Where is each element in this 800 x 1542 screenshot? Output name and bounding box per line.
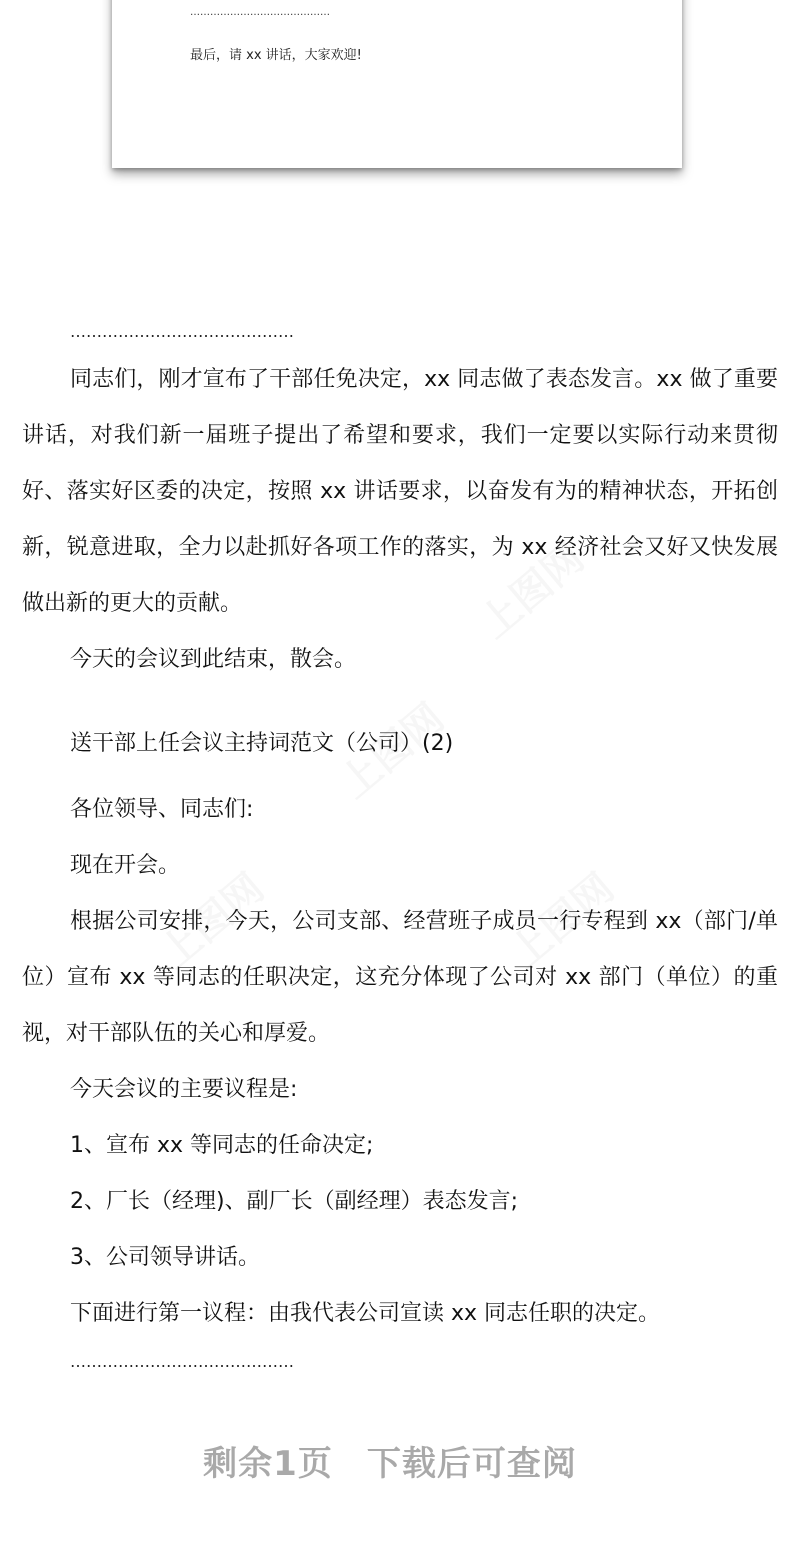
closing-line: 最后，请 xx 讲话，大家欢迎! xyxy=(190,48,362,63)
paragraph: 同志们，刚才宣布了干部任免决定，xx 同志做了表态发言。xx 做了重要讲话，对我们新一届班子提出了希望和要求，我们一定要以实际行动来贯彻好、落实好区委的决定，按照 xx 讲话要求，以奋发有为的精神状态，开拓创新，锐意进取，全力以赴抓好各项工作的落实，为 xx 经济社会又好又快发展做出新的更大的贡献。 xyxy=(22,367,778,616)
section-heading: 送干部上任会议主持词范文（公司）(2) xyxy=(70,731,454,756)
agenda-item: 1、宣布 xx 等同志的任命决定; xyxy=(70,1133,374,1158)
ellipsis-line: …………………………………… xyxy=(190,7,330,18)
paragraph: 现在开会。 xyxy=(70,853,181,878)
agenda-item: 2、厂长（经理)、副厂长（副经理）表态发言; xyxy=(70,1189,518,1214)
ellipsis-line: …………………………………… xyxy=(70,322,294,341)
remaining-pages-label: 剩余1页 xyxy=(203,1444,333,1484)
download-to-view-label: 下载后可查阅 xyxy=(366,1444,577,1484)
paragraph: 根据公司安排，今天，公司支部、经营班子成员一行专程到 xx（部门/单位）宣布 xx 等同志的任职决定，这充分体现了公司对 xx 部门（单位）的重视，对干部队伍的关心和厚爱。 xyxy=(22,909,778,1046)
greeting: 各位领导、同志们: xyxy=(70,797,254,822)
agenda-item: 3、公司领导讲话。 xyxy=(70,1245,260,1270)
page-preview-card xyxy=(112,0,682,168)
paragraph: 今天的会议到此结束，散会。 xyxy=(70,647,357,672)
document-body xyxy=(22,312,778,1382)
agenda-intro: 今天会议的主要议程是: xyxy=(70,1077,298,1102)
download-prompt[interactable] xyxy=(0,1436,780,1485)
ellipsis-line: …………………………………… xyxy=(70,1352,294,1371)
paragraph: 下面进行第一议程：由我代表公司宣读 xx 同志任职的决定。 xyxy=(70,1301,661,1326)
